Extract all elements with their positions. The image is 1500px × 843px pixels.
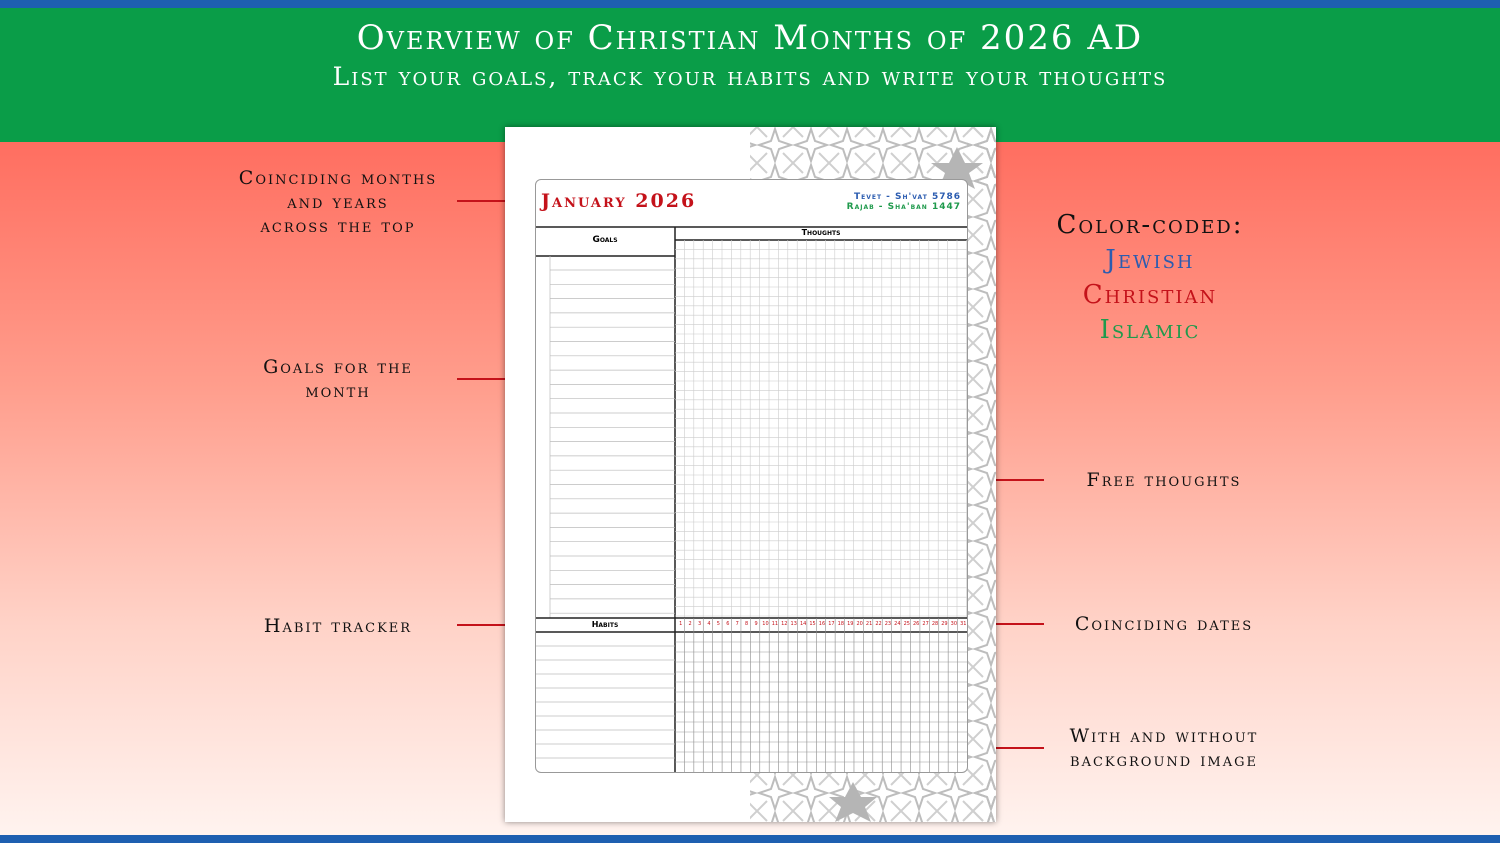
- goals-label: Goals: [592, 235, 618, 245]
- day-number: 21: [865, 621, 873, 627]
- day-number: 11: [771, 621, 779, 627]
- annotation-line: and years: [287, 191, 389, 213]
- day-number: 12: [781, 621, 788, 627]
- day-number: 10: [762, 621, 769, 627]
- annotation-goals: [218, 355, 458, 403]
- page-subtitle: List your goals, track your habits and write your thoughts: [332, 62, 1168, 91]
- day-number: 23: [884, 621, 892, 627]
- day-number: 15: [809, 621, 816, 627]
- annotation-coinciding-dates: Coinciding dates: [1074, 613, 1254, 635]
- day-number: 28: [931, 621, 939, 627]
- day-numbers: [676, 620, 967, 631]
- annotation-background: [1050, 724, 1278, 772]
- annotation-line: Coinciding months: [238, 167, 438, 189]
- bottom-stripe: [0, 835, 1500, 843]
- annotation-line: Goals for the: [263, 356, 413, 378]
- planner-card: [535, 179, 968, 773]
- day-number: 27: [922, 621, 929, 627]
- day-number: 30: [950, 621, 958, 627]
- day-number: 20: [856, 621, 863, 627]
- day-number: 25: [903, 621, 910, 627]
- top-stripe: [0, 0, 1500, 8]
- day-number: 19: [847, 621, 854, 627]
- color-legend: [1030, 208, 1270, 348]
- day-number: 18: [837, 621, 845, 627]
- annotation-line: background image: [1070, 749, 1258, 771]
- day-number: 29: [941, 621, 948, 627]
- day-number: 31: [960, 621, 967, 627]
- day-number: 8: [745, 621, 749, 627]
- annotation-line: With and without: [1069, 725, 1259, 747]
- day-number: 6: [726, 621, 730, 627]
- day-number: 13: [790, 621, 797, 627]
- legend-heading: Color-coded:: [1056, 210, 1244, 240]
- thoughts-label: Thoughts: [801, 228, 841, 237]
- day-number: 1: [679, 621, 683, 627]
- jewish-months: Tevet - Sh'vat 5786: [853, 192, 961, 202]
- day-number: 5: [716, 621, 720, 627]
- islamic-months: Rajab - Sha'ban 1447: [846, 202, 961, 212]
- month-title: January 2026: [541, 190, 697, 212]
- day-number: 14: [799, 621, 807, 627]
- day-number: 7: [735, 621, 739, 627]
- day-number: 3: [697, 621, 702, 627]
- day-number: 16: [818, 621, 826, 627]
- habits-label: Habits: [591, 620, 619, 629]
- day-number: 24: [894, 621, 901, 627]
- annotation-line: across the top: [260, 215, 416, 237]
- day-number: 2: [688, 621, 692, 627]
- legend-islamic: Islamic: [1099, 315, 1201, 345]
- day-number: 26: [912, 621, 920, 627]
- day-number: 22: [875, 621, 882, 627]
- planner-grid: [536, 180, 967, 772]
- annotation-coinciding-months: [218, 166, 458, 238]
- day-number: 17: [828, 621, 835, 627]
- legend-jewish: Jewish: [1105, 245, 1195, 275]
- page-title: Overview of Christian Months of 2026 AD: [356, 18, 1144, 58]
- planner-page-preview: [505, 127, 996, 822]
- legend-christian: Christian: [1082, 280, 1218, 310]
- day-number: 9: [754, 621, 758, 627]
- annotation-line: month: [305, 380, 371, 402]
- day-number: 4: [707, 621, 711, 627]
- annotation-habit-tracker: Habit tracker: [263, 615, 413, 637]
- annotation-free-thoughts: Free thoughts: [1086, 469, 1242, 491]
